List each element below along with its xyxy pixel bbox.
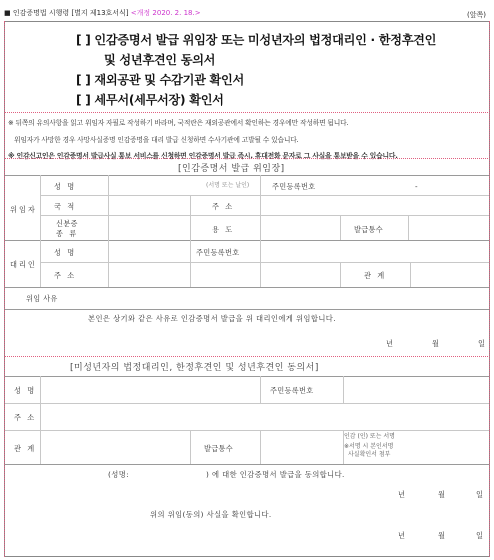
form-header	[4, 8, 201, 18]
delegation-date-month: 월	[432, 339, 441, 348]
consent-address-label: 주 소	[14, 413, 37, 422]
margin-guide-left	[4, 21, 5, 557]
consent-section-title: [미성년자의 법정대리인, 한정후견인 및 성년후견인 동의서]	[70, 363, 319, 373]
delegator-address-label: 주 소	[212, 202, 235, 211]
consent-date-year: 년	[398, 490, 407, 499]
confirmation-statement: 위의 위임(동의) 사실을 확인합니다.	[150, 510, 272, 519]
delegator-name-label: 성 명	[54, 182, 77, 191]
confirm-date-day: 일	[476, 531, 485, 540]
margin-guide-right	[489, 21, 490, 557]
seal-sign-note-3: 사실확인서 첨부	[348, 451, 391, 458]
purpose-label: 용 도	[212, 225, 235, 234]
seal-sign-note-2: ※서명 시 본인서명	[344, 443, 394, 450]
title-line-2: 및 성년후견인 동의서	[104, 53, 216, 67]
agent-label: 대리인	[10, 260, 37, 269]
nationality-label: 국 적	[54, 202, 77, 211]
title-line-1: [ ] 인감증명서 발급 위임장 또는 미성년자의 법정대리인 · 한정후견인	[76, 33, 437, 47]
revision-date: <개정 2020. 2. 18.>	[130, 9, 201, 17]
agent-rrn-label: 주민등록번호	[196, 248, 240, 257]
consent-name-label: 성 명	[14, 386, 37, 395]
consent-date-month: 월	[438, 490, 447, 499]
consent-rrn-label: 주민등록번호	[270, 386, 314, 395]
id-type-label-1: 신분증	[56, 219, 78, 228]
section-divider	[4, 356, 490, 357]
consent-statement-prefix: (성명:	[108, 470, 130, 479]
delegator-rrn-label: 주민등록번호	[272, 182, 316, 191]
consent-date-day: 일	[476, 490, 485, 499]
relation-label: 관 계	[364, 271, 387, 280]
delegation-date-day: 일	[478, 339, 487, 348]
consent-relation-label: 관 계	[14, 444, 37, 453]
form-header-text: ■ 인감증명법 시행령 [별지 제13호서식]	[4, 9, 129, 17]
reason-label: 위임 사유	[26, 294, 58, 303]
agent-address-label: 주 소	[54, 271, 77, 280]
table-line	[5, 175, 489, 176]
delegation-section-title: [인감증명서 발급 위임장]	[178, 164, 285, 174]
title-line-3: [ ] 재외공관 및 수감기관 확인서	[76, 73, 244, 87]
seal-sign-note: 인감 (인) 또는 서명	[344, 433, 395, 440]
notes-divider-top	[4, 112, 490, 113]
confirm-date-month: 월	[438, 531, 447, 540]
consent-count-label: 발급통수	[204, 444, 233, 453]
count-label: 발급통수	[354, 225, 383, 234]
delegation-date-year: 년	[386, 339, 395, 348]
notes-divider-bottom	[4, 158, 490, 159]
page-side-label: (앞쪽)	[467, 11, 486, 19]
delegator-rrn-value[interactable]: -	[415, 182, 420, 191]
id-type-label-2: 종 류	[56, 229, 79, 238]
note-notification-service: ※ 인감신고인은 인감증명서 발급사실 통보 서비스를 신청하면 인감증명서 발급 즉시, 휴대전화 문자로 그 사실을 통보받을 수 있습니다.	[8, 152, 398, 160]
title-line-4: [ ] 세무서(세무서장) 확인서	[76, 93, 224, 107]
confirm-date-year: 년	[398, 531, 407, 540]
delegator-label: 위임자	[10, 205, 37, 214]
delegation-statement: 본인은 상기와 같은 사유로 인감증명서 발급을 위 대리인에게 위임합니다.	[88, 314, 336, 323]
agent-name-label: 성 명	[54, 248, 77, 257]
signature-hint: (서명 또는 날인)	[206, 182, 250, 189]
note-warning: 위임자가 사망한 경우 사망사실증명 인감증명을 대리 발급 신청하면 수사기관에 고발될 수 있습니다.	[14, 136, 299, 144]
note-guidance: ※ 뒤쪽의 유의사항을 읽고 위임자 자필로 작성하기 바라며, 국적란은 재외공관에서 확인하는 경우에만 작성하면 됩니다.	[8, 119, 349, 127]
consent-statement-suffix: ) 에 대한 인감증명서 발급을 동의합니다.	[206, 470, 345, 479]
